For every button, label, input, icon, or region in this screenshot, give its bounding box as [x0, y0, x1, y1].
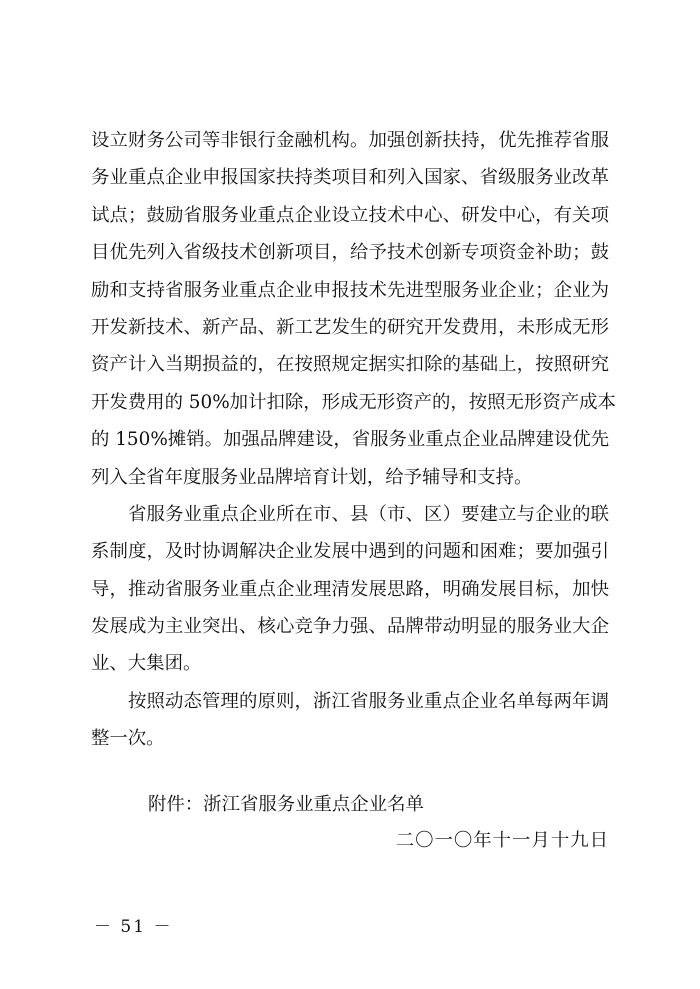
text-line: 省服务业重点企业所在市、县（市、区）要建立与企业的联: [128, 503, 609, 525]
text-line: 目优先列入省级技术创新项目，给予技术创新专项资金补助；鼓: [91, 242, 609, 264]
text-line: 导，推动省服务业重点企业理清发展思路，明确发展目标，加快: [91, 578, 609, 600]
paragraph: [91, 122, 616, 496]
paragraph: [91, 496, 609, 683]
text-line: 励和支持省服务业重点企业申报技术先进型服务业企业；企业为: [91, 279, 609, 301]
text-line: 的 150%摊销。加强品牌建设，省服务业重点企业品牌建设优先: [91, 429, 610, 451]
text-line: 开发费用的 50%加计扣除，形成无形资产的，按照无形资产成本: [91, 391, 616, 413]
text-line: 设立财务公司等非银行金融机构。加强创新扶持，优先推荐省服: [91, 130, 609, 151]
text-line: 业、大集团。: [91, 653, 202, 675]
body-text: [91, 122, 616, 758]
text-line: 务业重点企业申报国家扶持类项目和列入国家、省级服务业改革: [91, 167, 609, 189]
page-number: － 51 －: [94, 917, 173, 937]
document-date: 二〇一〇年十一月十九日: [395, 830, 609, 851]
text-line: 开发新技术、新产品、新工艺发生的研究开发费用，未形成无形: [91, 316, 609, 338]
text-line: 发展成为主业突出、核心竞争力强、品牌带动明显的服务业大企: [91, 616, 609, 638]
text-line: 资产计入当期损益的，在按照规定据实扣除的基础上，按照研究: [91, 354, 609, 376]
text-line: 系制度，及时协调解决企业发展中遇到的问题和困难；要加强引: [91, 541, 609, 563]
text-line: 按照动态管理的原则，浙江省服务业重点企业名单每两年调: [128, 690, 609, 712]
paragraph: [91, 683, 609, 758]
text-line: 整一次。: [91, 728, 165, 750]
attachment-note: 附件：浙江省服务业重点企业名单: [148, 794, 424, 815]
text-line: 试点；鼓励省服务业重点企业设立技术中心、研发中心，有关项: [91, 204, 609, 226]
text-line: 列入全省年度服务业品牌培育计划，给予辅导和支持。: [91, 466, 533, 488]
